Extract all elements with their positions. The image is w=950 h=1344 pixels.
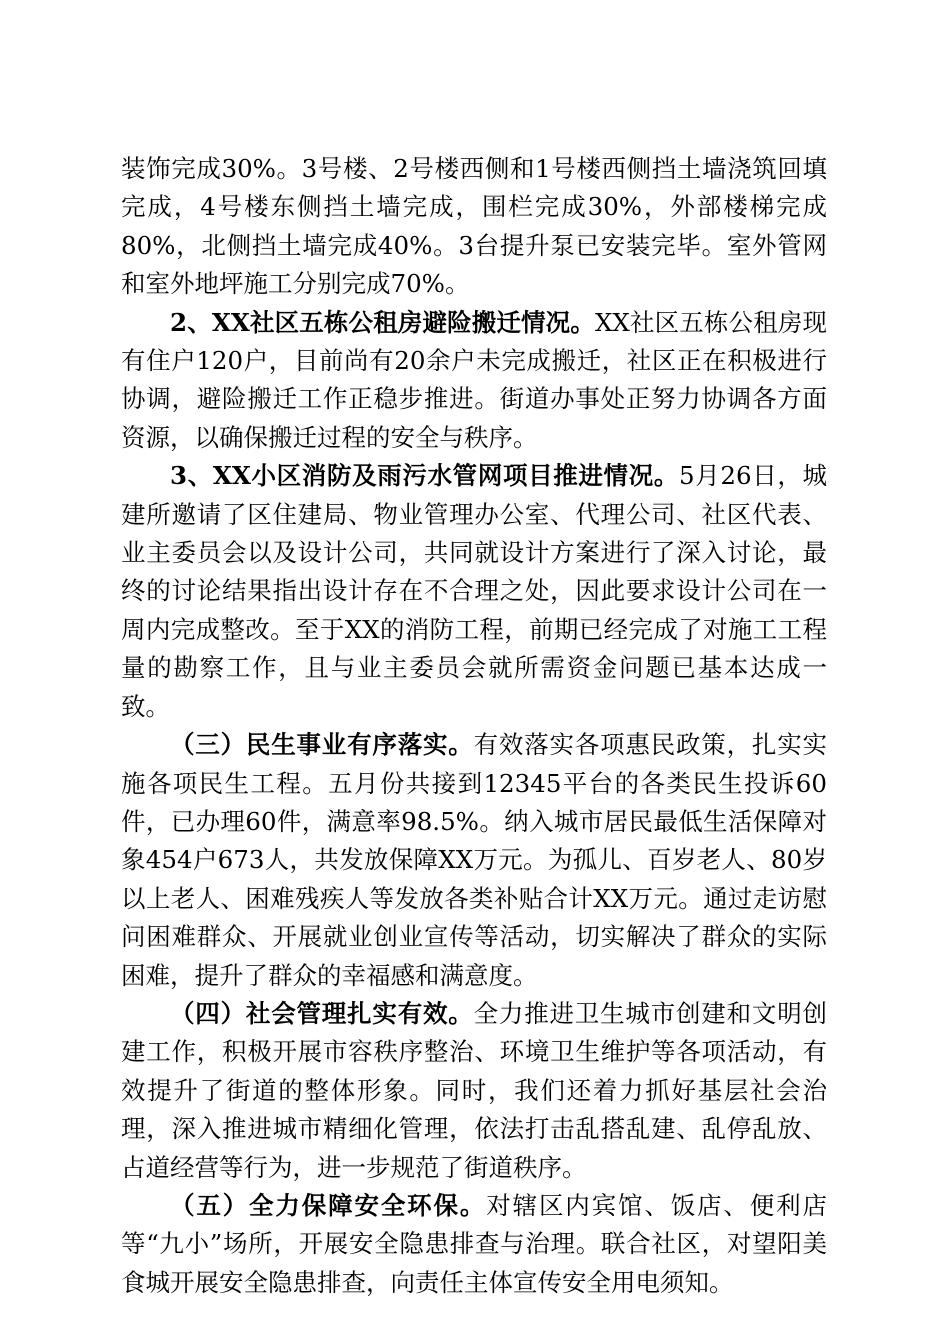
paragraph-heading: 2、XX社区五栋公租房避险搬迁情况。 (170, 307, 595, 337)
paragraph-social-management (121, 995, 827, 1187)
paragraph-livelihood (121, 726, 827, 995)
paragraph-relocation (121, 304, 827, 458)
paragraph-heading: 3、XX小区消防及雨污水管网项目推进情况。 (170, 461, 679, 491)
paragraph-construction-progress (121, 150, 827, 304)
document-body (121, 150, 827, 1302)
paragraph-fire-pipeline (121, 457, 827, 726)
paragraph-text: 对辖区内宾馆、饭店、便利店等“九小”场所，开展安全隐患排查与治理。联合社区，对望阳美食城开展安全隐患排查，向责任主体宣传安全用电须知。 (121, 1190, 827, 1297)
paragraph-text: 5月26日，城建所邀请了区住建局、物业管理办公室、代理公司、社区代表、业主委员会以及设计公司，共同就设计方案进行了深入讨论，最终的讨论结果指出设计存在不合理之处，因此要求设计公司在一周内完成整改。至于XX的消防工程，前期已经完成了对施工工程量的勘察工作，且与业主委员会就所需资金问题已基本达成一致。 (121, 461, 827, 721)
paragraph-text: XX社区五栋公租房现有住户120户，目前尚有20余户未完成搬迁，社区正在积极进行协调，避险搬迁工作正稳步推进。街道办事处正努力协调各方面资源，以确保搬迁过程的安全与秩序。 (121, 307, 827, 452)
paragraph-heading: （五）全力保障安全环保。 (170, 1190, 487, 1220)
paragraph-heading: （三）民生事业有序落实。 (170, 730, 474, 760)
paragraph-text: 装饰完成30%。3号楼、2号楼西侧和1号楼西侧挡土墙浇筑回填完成，4号楼东侧挡土墙完成，围栏完成30%，外部楼梯完成80%，北侧挡土墙完成40%。3台提升泵已安装完毕。室外管网和室外地坪施工分别完成70%。 (121, 154, 827, 299)
paragraph-heading: （四）社会管理扎实有效。 (170, 998, 474, 1028)
paragraph-safety (121, 1187, 827, 1302)
paragraph-text: 有效落实各项惠民政策，扎实实施各项民生工程。五月份共接到12345平台的各类民生投诉60件，已办理60件，满意率98.5%。纳入城市居民最低生活保障对象454户673人，共发放保障XX万元。为孤儿、百岁老人、80岁以上老人、困难残疾人等发放各类补贴合计XX万元。通过走访慰问困难群众、开展就业创业宣传等活动，切实解决了群众的实际困难，提升了群众的幸福感和满意度。 (121, 730, 828, 990)
paragraph-text: 全力推进卫生城市创建和文明创建工作，积极开展市容秩序整治、环境卫生维护等各项活动，有效提升了街道的整体形象。同时，我们还着力抓好基层社会治理，深入推进城市精细化管理，依法打击乱搭乱建、乱停乱放、占道经营等行为，进一步规范了街道秩序。 (121, 998, 828, 1182)
